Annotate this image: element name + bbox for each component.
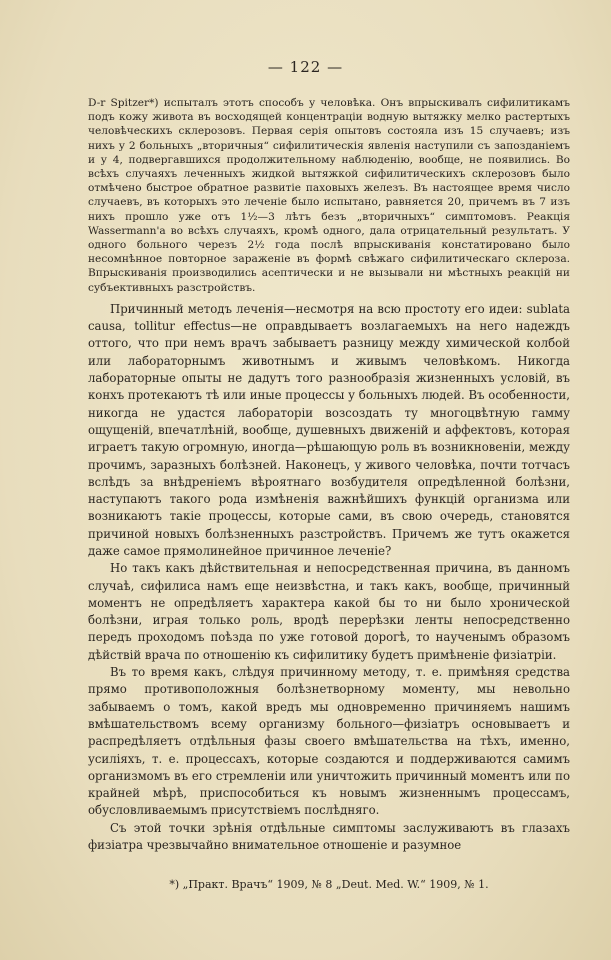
page-number: — 122 — (267, 58, 344, 76)
small-print-section (88, 96, 570, 295)
paragraph-1: Причинный методъ леченiя—несмотря на всю простоту его идеи: sublata causa, tollitur effectus—не оправдываетъ возлагаемыхъ на него надеждъ оттого, что при немъ врачъ забываетъ разницу между химической колбой или лабораторнымъ животнымъ и живымъ человѣкомъ. Никогда лабораторные опыты не дадутъ того разнообразiя жизненныхъ условiй, въ конхъ протекаютъ тѣ или иные процессы у больныхъ людей. Въ особенности, никогда не удастся лабораторiи возсоздать ту многоцвѣтную гамму ощущенiй, впечатлѣнiй, вообще, душевныхъ движенiй и аффектовъ, которая играетъ такую огромную, иногда—рѣшающую роль въ возникновенiи, между прочимъ, заразныхъ болѣзней. Наконецъ, у живого человѣка, почти тотчасъ вслѣдъ за внѣдренiемъ вѣроятнаго возбудителя опредѣленной болѣзни, наступаютъ такого рода измѣненiя важнѣйшихъ функцiй организма или возникаютъ такiе процессы, которые сами, въ свою очередь, становятся причиной новыхъ болѣзненныхъ разстройствъ. Причемъ же тутъ окажется даже самое прямолинейное причинное леченiе? (88, 301, 570, 558)
paragraph-3: Въ то время какъ, слѣдуя причинному методу, т. е. примѣняя средства прямо противоположныя болѣзнетворному моменту, мы невольно забываемъ о томъ, какой вредъ мы одновременно причиняемъ нашимъ вмѣшательствомъ всему организму больного—физiатръ основываетъ и распредѣляетъ отдѣльныя фазы своего вмѣшательства на тѣхъ, именно, усилiяхъ, т. е. процессахъ, которые создаются и поддерживаются самимъ организмомъ въ его стремленiи или уничтожить причинный моментъ или по крайней мѣрѣ, приспособиться къ новымъ жизненнымъ процессамъ, обусловливаемымъ присутствiемъ послѣдняго. (88, 665, 570, 818)
body-text (88, 96, 570, 854)
paragraph-2: Но такъ какъ дѣйствительная и непосредственная причина, въ данномъ случаѣ, сифилиса намъ еще неизвѣстна, и такъ какъ, вообще, причинный моментъ не опредѣляетъ характера какой бы то ни было хронической болѣзни, играя только роль, вродѣ перерѣзки ленты непосредственно передъ проходомъ поѣзда по уже готовой дорогѣ, то наученымъ образомъ дѣйствiй врача по отношенiю къ сифилитику будетъ примѣненiе физiатрiи. (88, 561, 570, 662)
main-text-section (88, 301, 570, 855)
paragraph-4: Съ этой точки зрѣнiя отдѣльные симптомы заслуживаютъ въ глазахъ физiатра чрезвычайно внимательное отношенiе и разумное (88, 820, 570, 853)
footnote: *) „Практ. Врачъ“ 1909, № 8 „Deut. Med. W.“ 1909, № 1. (169, 878, 489, 891)
small-paragraph: D-r Spitzer*) испыталъ этотъ способъ у человѣка. Онъ впрыскивалъ сифилитикамъ подъ кожу живота въ восходящей концентрацiи водную вытяжку мелко растертыхъ человѣческихъ склерозовъ. Первая серiя опытовъ состояла изъ 15 случаевъ; изъ нихъ у 2 больныхъ „вторичныя“ сифилитическiя явленiя наступили съ запозданiемъ и у 4, подвергавшихся продолжительному наблюденiю, вообще, не появились. Во всѣхъ случаяхъ леченныхъ жидкой вытяжкой сифилитическихъ склерозовъ было отмѣчено быстрое обратное развитiе паховыхъ железъ. Въ настоящее время число случаевъ, въ которыхъ это леченiе было испытано, равняется 20, причемъ въ 7 изъ нихъ прошло уже отъ 1½—3 лѣтъ безъ „вторичныхъ“ симптомовъ. Реакцiя Wassermann'a во всѣхъ случаяхъ, кромѣ одного, дала отрицательный результатъ. У одного больного черезъ 2½ года послѣ впрыскиванiя констатировано было несомнѣнное повторное зараженiе въ формѣ свѣжаго сифилитическаго склероза. Впрыскиванiя производились асептически и не вызывали ни мѣстныхъ реакцiй ни субъективныхъ разстройствъ. (88, 97, 570, 294)
